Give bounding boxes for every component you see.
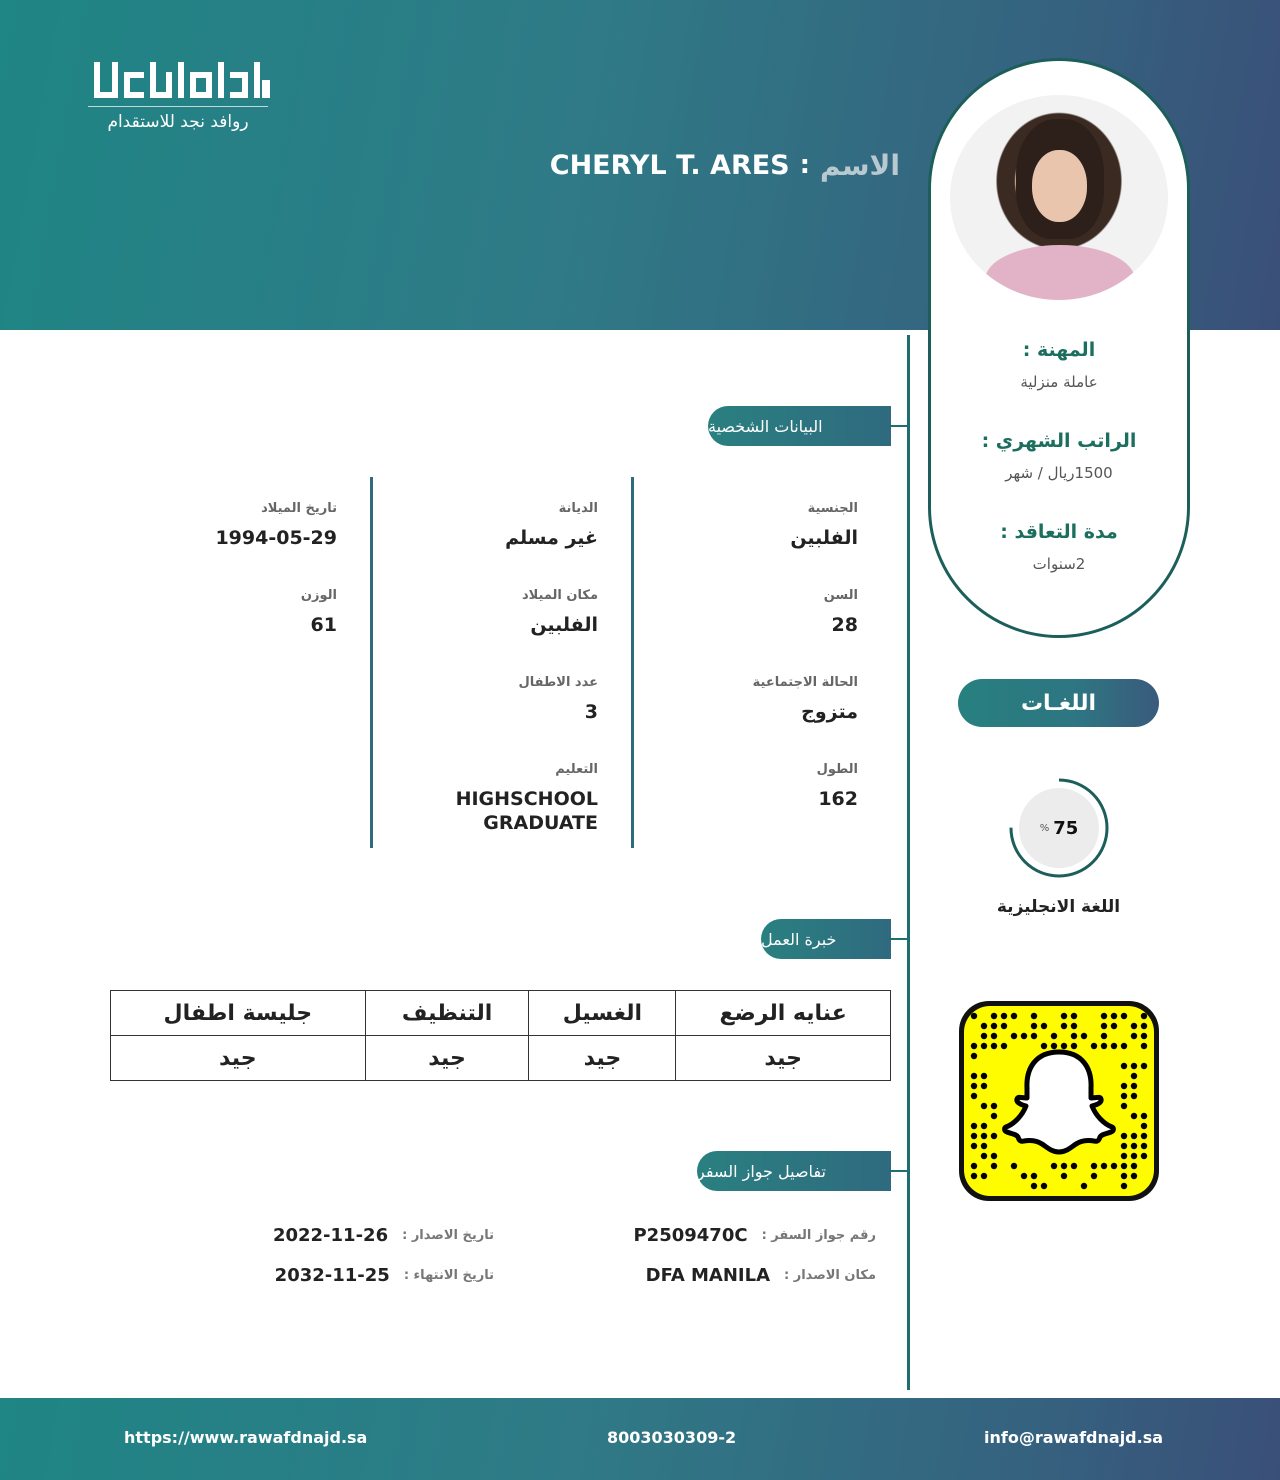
salary-value: 1500ريال / شهر bbox=[1005, 464, 1113, 482]
snapcode-dot bbox=[981, 1153, 987, 1159]
timeline-tick bbox=[889, 1170, 909, 1172]
profession-field bbox=[931, 339, 1187, 391]
field-value: الفلبين bbox=[790, 527, 858, 549]
nationality-field bbox=[618, 501, 858, 584]
snapcode-dot bbox=[1131, 1023, 1137, 1029]
snapcode-dot bbox=[1041, 1043, 1047, 1049]
snapcode-dot bbox=[1121, 1143, 1127, 1149]
snapcode-dot bbox=[1131, 1063, 1137, 1069]
snapcode-dot bbox=[1061, 1023, 1067, 1029]
snapcode[interactable] bbox=[959, 1001, 1159, 1201]
snapcode-dot bbox=[1031, 1183, 1037, 1189]
snapcode-dot bbox=[1071, 1163, 1077, 1169]
snapcode-dot bbox=[1101, 1013, 1107, 1019]
footer-bar bbox=[0, 1398, 1280, 1480]
section-personal-label: البيانات الشخصية bbox=[708, 416, 823, 436]
children-field bbox=[358, 675, 598, 758]
snapcode-dot bbox=[1001, 1043, 1007, 1049]
field-label: الوزن bbox=[300, 588, 337, 603]
snapcode-dot bbox=[971, 1043, 977, 1049]
height-field bbox=[618, 762, 858, 845]
snapcode-dot bbox=[1121, 1063, 1127, 1069]
logo-mark-icon bbox=[88, 58, 273, 104]
snapcode-dot bbox=[1141, 1043, 1147, 1049]
field-value: متزوج bbox=[801, 701, 858, 723]
snapcode-dot bbox=[1011, 1163, 1017, 1169]
age-field bbox=[618, 588, 858, 671]
table-header-cell: الغسيل bbox=[529, 991, 676, 1036]
snapcode-dot bbox=[1061, 1043, 1067, 1049]
table-header-row bbox=[111, 991, 891, 1036]
personal-column-2 bbox=[358, 497, 598, 845]
timeline-tick bbox=[889, 425, 909, 427]
snapcode-dot bbox=[1081, 1183, 1087, 1189]
personal-column-3 bbox=[97, 497, 337, 671]
field-value: غير مسلم bbox=[505, 527, 598, 549]
birthdate-field bbox=[97, 501, 337, 584]
weight-field bbox=[97, 588, 337, 671]
snapcode-dot bbox=[1021, 1173, 1027, 1179]
snapcode-dot bbox=[1131, 1033, 1137, 1039]
snapcode-dot bbox=[1121, 1133, 1127, 1139]
name-label: الاسم bbox=[820, 148, 900, 182]
section-experience-label: خبرة العمل bbox=[761, 929, 837, 949]
field-value: HIGHSCHOOL GRADUATE bbox=[455, 788, 598, 834]
language-name: اللغة الانجليزية bbox=[996, 897, 1121, 917]
snapcode-dot bbox=[1131, 1113, 1137, 1119]
snapcode-inner bbox=[964, 1006, 1154, 1196]
passport-issue-value: 2022-11-26 bbox=[272, 1225, 389, 1246]
snapcode-dot bbox=[1111, 1043, 1117, 1049]
passport-place-row bbox=[646, 1265, 876, 1286]
birthplace-field bbox=[358, 588, 598, 671]
snapcode-dot bbox=[1131, 1153, 1137, 1159]
name-colon: : bbox=[799, 150, 811, 180]
field-label: الطول bbox=[816, 762, 858, 777]
snapcode-dot bbox=[1071, 1023, 1077, 1029]
snapcode-dot bbox=[981, 1033, 987, 1039]
snapcode-dot bbox=[1141, 1133, 1147, 1139]
snapcode-dot bbox=[981, 1173, 987, 1179]
section-personal-heading bbox=[708, 406, 891, 446]
snapcode-dot bbox=[1141, 1013, 1147, 1019]
snapcode-dot bbox=[1101, 1033, 1107, 1039]
company-logo bbox=[88, 58, 273, 138]
percent-value: 75 bbox=[1053, 817, 1079, 839]
salary-field bbox=[931, 430, 1187, 482]
field-label: الجنسية bbox=[807, 501, 858, 516]
field-label: الديانة bbox=[558, 501, 598, 516]
snapcode-dot bbox=[1101, 1043, 1107, 1049]
passport-issue-label: تاريخ الاصدار : bbox=[402, 1228, 494, 1243]
snapcode-dot bbox=[1121, 1163, 1127, 1169]
table-cell: جيد bbox=[529, 1036, 676, 1081]
footer-website-link[interactable]: https://www.rawafdnajd.sa bbox=[124, 1428, 368, 1447]
snapcode-dot bbox=[1111, 1023, 1117, 1029]
snapcode-dot bbox=[981, 1023, 987, 1029]
contract-field bbox=[931, 521, 1187, 573]
passport-number-value: P2509470C bbox=[633, 1225, 748, 1246]
profession-label: المهنة : bbox=[1022, 339, 1096, 361]
snapcode-dot bbox=[1131, 1083, 1137, 1089]
snapcode-dot bbox=[1131, 1163, 1137, 1169]
personal-column-1 bbox=[618, 497, 858, 845]
education-field bbox=[358, 762, 598, 845]
snapcode-dot bbox=[1051, 1033, 1057, 1039]
snapcode-dot bbox=[1061, 1173, 1067, 1179]
passport-number-row bbox=[633, 1225, 876, 1246]
snapcode-dot bbox=[971, 1053, 977, 1059]
snapcode-dot bbox=[1011, 1033, 1017, 1039]
candidate-name: CHERYL T. ARES bbox=[549, 149, 790, 181]
snapcode-dot bbox=[1111, 1013, 1117, 1019]
timeline-tick bbox=[889, 938, 909, 940]
snapcode-dot bbox=[1051, 1043, 1057, 1049]
snapcode-dot bbox=[1091, 1163, 1097, 1169]
footer-email-link[interactable]: info@rawafdnajd.sa bbox=[984, 1428, 1164, 1447]
snapcode-dot bbox=[971, 1123, 977, 1129]
table-cell: جيد bbox=[676, 1036, 891, 1081]
snapcode-dot bbox=[1121, 1173, 1127, 1179]
passport-number-label: رقم جواز السفر : bbox=[761, 1228, 876, 1243]
snapcode-dot bbox=[1001, 1013, 1007, 1019]
snapcode-dot bbox=[1131, 1173, 1137, 1179]
snapcode-dot bbox=[1121, 1043, 1127, 1049]
timeline-line bbox=[907, 335, 910, 1390]
field-label: عدد الاطفال bbox=[518, 675, 598, 690]
snapcode-dot bbox=[1121, 1093, 1127, 1099]
snapcode-dot bbox=[1031, 1023, 1037, 1029]
table-header-cell: عنايه الرضع bbox=[676, 991, 891, 1036]
contract-label: مدة التعاقد : bbox=[1000, 521, 1118, 543]
section-experience-heading bbox=[761, 919, 891, 959]
snapcode-dot bbox=[1101, 1023, 1107, 1029]
snapcode-dot bbox=[1141, 1063, 1147, 1069]
profession-value: عاملة منزلية bbox=[1020, 373, 1098, 391]
snapcode-dot bbox=[1031, 1173, 1037, 1179]
snapcode-dot bbox=[971, 1143, 977, 1149]
snapcode-dot bbox=[991, 1163, 997, 1169]
snapcode-dot bbox=[1061, 1163, 1067, 1169]
passport-expiry-label: تاريخ الانتهاء : bbox=[403, 1268, 494, 1283]
snapcode-dot bbox=[981, 1073, 987, 1079]
marital-status-field bbox=[618, 675, 858, 758]
snapcode-dot bbox=[1121, 1013, 1127, 1019]
snapcode-dot bbox=[971, 1163, 977, 1169]
footer-phone[interactable]: 8003030309-2 bbox=[607, 1428, 737, 1447]
religion-field bbox=[358, 501, 598, 584]
snapcode-dot bbox=[991, 1113, 997, 1119]
field-label: الحالة الاجتماعية bbox=[752, 675, 858, 690]
table-row bbox=[111, 1036, 891, 1081]
field-value: 3 bbox=[584, 701, 598, 723]
snapchat-ghost-icon bbox=[964, 1006, 1154, 1196]
snapcode-dot bbox=[971, 1173, 977, 1179]
languages-title: اللغـات bbox=[1020, 690, 1097, 716]
field-value: الفلبين bbox=[530, 614, 598, 636]
table-header-cell: التنظيف bbox=[365, 991, 529, 1036]
snapcode-dot bbox=[1131, 1133, 1137, 1139]
snapcode-dot bbox=[1131, 1073, 1137, 1079]
table-cell: جيد bbox=[365, 1036, 529, 1081]
snapcode-dot bbox=[1051, 1163, 1057, 1169]
snapcode-dot bbox=[1101, 1163, 1107, 1169]
snapcode-dot bbox=[1031, 1013, 1037, 1019]
snapcode-dot bbox=[1111, 1163, 1117, 1169]
field-value: 1994-05-29 bbox=[215, 527, 337, 549]
snapcode-dot bbox=[1091, 1173, 1097, 1179]
field-label: التعليم bbox=[555, 762, 598, 777]
snapcode-dot bbox=[991, 1133, 997, 1139]
snapcode-dot bbox=[991, 1153, 997, 1159]
snapcode-dot bbox=[1141, 1033, 1147, 1039]
snapcode-dot bbox=[991, 1043, 997, 1049]
passport-issue-row bbox=[273, 1225, 494, 1246]
passport-place-label: مكان الاصدار : bbox=[784, 1268, 876, 1283]
snapcode-dot bbox=[1071, 1043, 1077, 1049]
field-value: 162 bbox=[818, 788, 858, 810]
salary-label: الراتب الشهري : bbox=[981, 430, 1137, 452]
snapcode-dot bbox=[971, 1083, 977, 1089]
snapcode-dot bbox=[1131, 1093, 1137, 1099]
snapcode-dot bbox=[971, 1133, 977, 1139]
experience-table bbox=[110, 990, 891, 1081]
snapcode-dot bbox=[1121, 1103, 1127, 1109]
field-value: 61 bbox=[310, 614, 337, 636]
snapcode-dot bbox=[1121, 1183, 1127, 1189]
snapcode-dot bbox=[1041, 1183, 1047, 1189]
snapcode-dot bbox=[981, 1043, 987, 1049]
table-cell: جيد bbox=[111, 1036, 366, 1081]
snapcode-dot bbox=[1031, 1033, 1037, 1039]
snapcode-dot bbox=[1071, 1033, 1077, 1039]
snapcode-dot bbox=[1141, 1153, 1147, 1159]
logo-tagline: روافد نجد للاستقدام bbox=[107, 112, 249, 132]
profile-card bbox=[928, 58, 1190, 638]
snapcode-dot bbox=[991, 1023, 997, 1029]
snapcode-dot bbox=[1141, 1023, 1147, 1029]
snapcode-dot bbox=[1141, 1143, 1147, 1149]
languages-heading bbox=[958, 679, 1159, 727]
snapcode-dot bbox=[981, 1133, 987, 1139]
candidate-name-row bbox=[550, 145, 900, 185]
candidate-photo bbox=[950, 95, 1168, 300]
snapcode-dot bbox=[1121, 1083, 1127, 1089]
snapcode-dot bbox=[991, 1103, 997, 1109]
snapcode-dot bbox=[1041, 1023, 1047, 1029]
snapcode-dot bbox=[1071, 1013, 1077, 1019]
field-label: السن bbox=[823, 588, 858, 603]
snapcode-dot bbox=[1141, 1113, 1147, 1119]
field-label: مكان الميلاد bbox=[521, 588, 598, 603]
passport-expiry-value: 2032-11-25 bbox=[274, 1265, 390, 1286]
snapcode-dot bbox=[1021, 1033, 1027, 1039]
snapcode-dot bbox=[971, 1013, 977, 1019]
language-percent-badge bbox=[1019, 788, 1099, 868]
snapcode-dot bbox=[1141, 1123, 1147, 1129]
field-label: تاريخ الميلاد bbox=[261, 501, 337, 516]
snapcode-dot bbox=[1081, 1033, 1087, 1039]
passport-place-value: DFA MANILA bbox=[645, 1265, 771, 1286]
snapcode-dot bbox=[991, 1013, 997, 1019]
contract-value: 2سنوات bbox=[1032, 555, 1086, 573]
section-passport-label: تفاصيل جواز السفر bbox=[697, 1161, 826, 1181]
snapcode-dot bbox=[981, 1103, 987, 1109]
snapcode-dot bbox=[1121, 1153, 1127, 1159]
percent-sign: % bbox=[1039, 822, 1050, 834]
snapcode-dot bbox=[971, 1093, 977, 1099]
snapcode-dot bbox=[1061, 1013, 1067, 1019]
snapcode-dot bbox=[1091, 1043, 1097, 1049]
table-header-cell: جليسة اطفال bbox=[111, 991, 366, 1036]
snapcode-dot bbox=[1011, 1013, 1017, 1019]
snapcode-dot bbox=[981, 1143, 987, 1149]
snapcode-dot bbox=[981, 1123, 987, 1129]
field-value: 28 bbox=[831, 614, 858, 636]
snapcode-dot bbox=[1001, 1023, 1007, 1029]
snapcode-dot bbox=[1131, 1143, 1137, 1149]
logo-divider bbox=[88, 106, 268, 107]
snapcode-dot bbox=[981, 1083, 987, 1089]
snapcode-dot bbox=[971, 1073, 977, 1079]
passport-expiry-row bbox=[275, 1265, 494, 1286]
section-passport-heading bbox=[697, 1151, 891, 1191]
snapcode-dot bbox=[991, 1033, 997, 1039]
